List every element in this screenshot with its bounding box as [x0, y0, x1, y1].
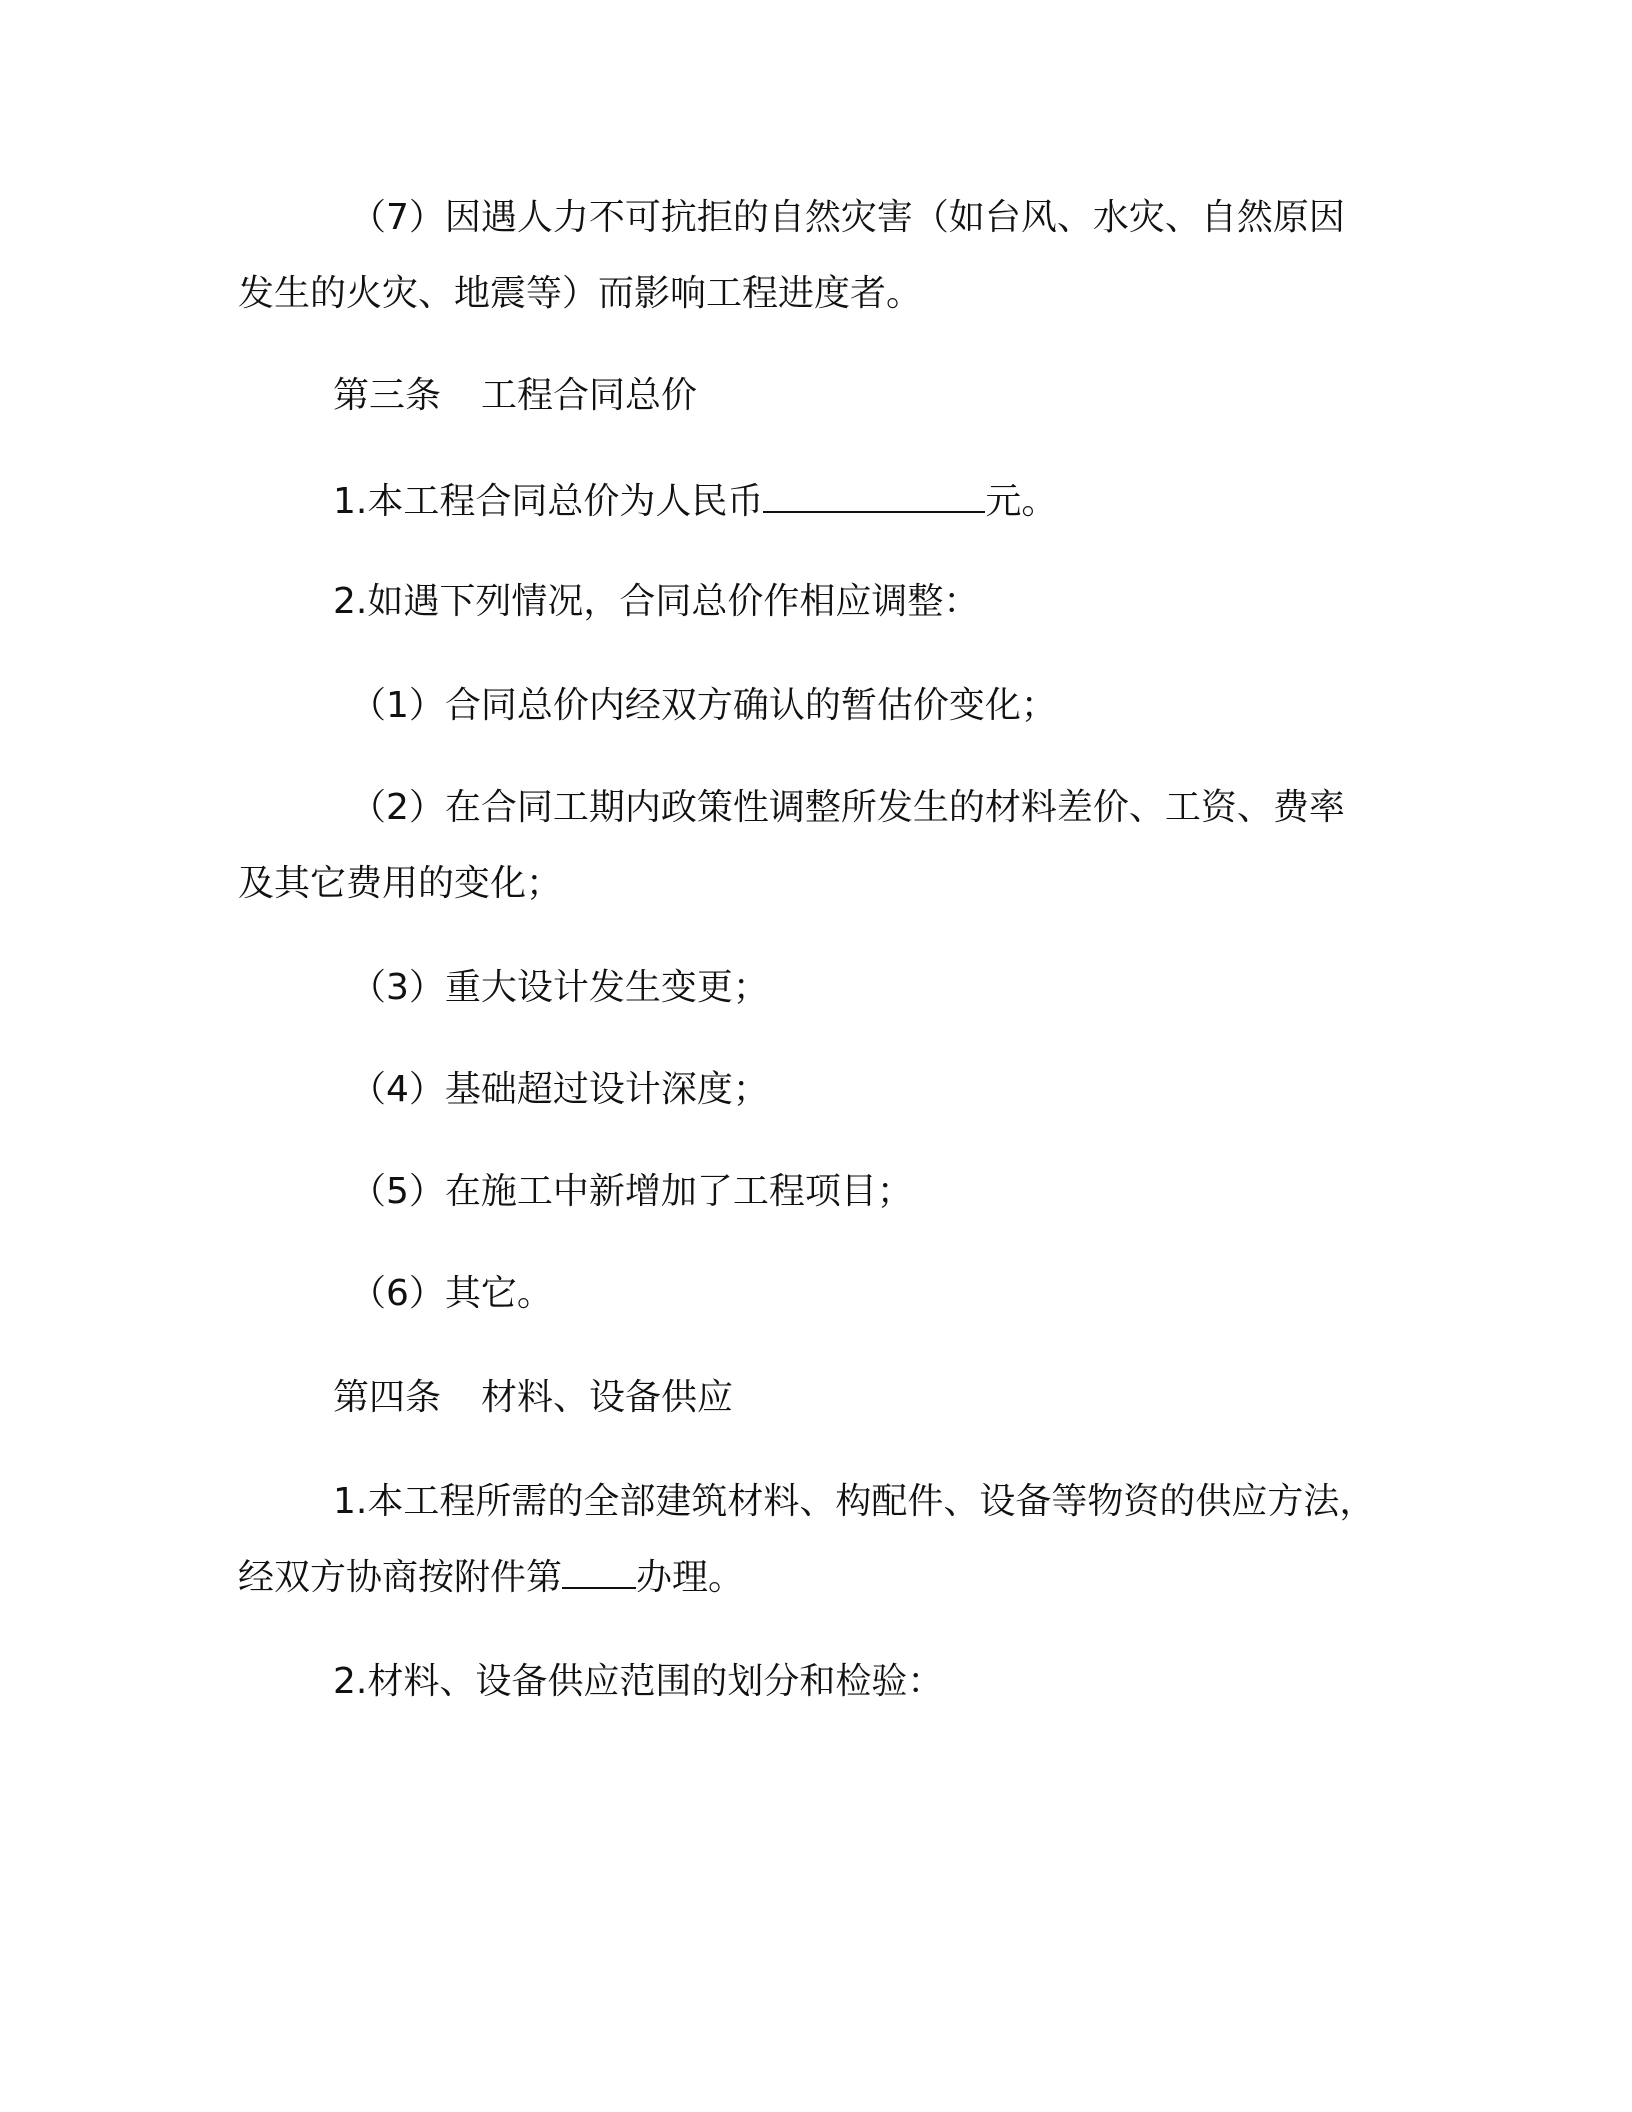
clause-4-1-line-1 — [333, 1480, 1375, 1524]
text: （3）重大设计发生变更； — [350, 967, 769, 1008]
article-number: 第四条 — [333, 1377, 442, 1418]
text: （7）因遇人力不可抗拒的自然灾害（如台风、水灾、自然原因 — [350, 197, 1345, 238]
article-4-heading — [333, 1376, 733, 1420]
clause-4-1-line-2 — [238, 1556, 744, 1600]
fill-in-blank-annex-number[interactable] — [562, 1557, 636, 1589]
text: （5）在施工中新增加了工程项目； — [350, 1171, 913, 1212]
text: 发生的火灾、地震等）而影响工程进度者。 — [238, 273, 923, 314]
text: （4）基础超过设计深度； — [350, 1069, 769, 1110]
text: 及其它费用的变化； — [238, 863, 563, 904]
text: （6）其它。 — [350, 1273, 553, 1314]
text: （2）在合同工期内政策性调整所发生的材料差价、工资、费率 — [350, 787, 1345, 828]
text: 元。 — [985, 481, 1058, 522]
clause-item-7-line-2 — [238, 272, 922, 316]
clause-item-4 — [350, 1068, 769, 1112]
clause-4-2 — [333, 1660, 943, 1704]
clause-item-7-line-1 — [350, 196, 1345, 240]
clause-item-6 — [350, 1272, 553, 1316]
clause-item-1 — [350, 684, 1057, 728]
text: 办理。 — [636, 1557, 745, 1598]
article-title: 工程合同总价 — [481, 375, 698, 416]
fill-in-blank-amount[interactable] — [763, 481, 985, 513]
clause-3-2 — [333, 580, 979, 624]
clause-item-5 — [350, 1170, 913, 1214]
article-title: 材料、设备供应 — [481, 1377, 734, 1418]
text: 2.如遇下列情况，合同总价作相应调整： — [333, 581, 980, 622]
clause-3-1 — [333, 480, 1057, 524]
article-number: 第三条 — [333, 375, 442, 416]
clause-item-3 — [350, 966, 769, 1010]
text: 经双方协商按附件第 — [238, 1557, 563, 1598]
text: 1.本工程合同总价为人民币 — [333, 481, 764, 522]
text: 1.本工程所需的全部建筑材料、构配件、设备等物资的供应方法， — [333, 1481, 1376, 1522]
clause-item-2-line-2 — [238, 862, 562, 906]
text: （1）合同总价内经双方确认的暂估价变化； — [350, 685, 1057, 726]
text: 2.材料、设备供应范围的划分和检验： — [333, 1661, 944, 1702]
article-3-heading — [333, 374, 697, 418]
clause-item-2-line-1 — [350, 786, 1345, 830]
